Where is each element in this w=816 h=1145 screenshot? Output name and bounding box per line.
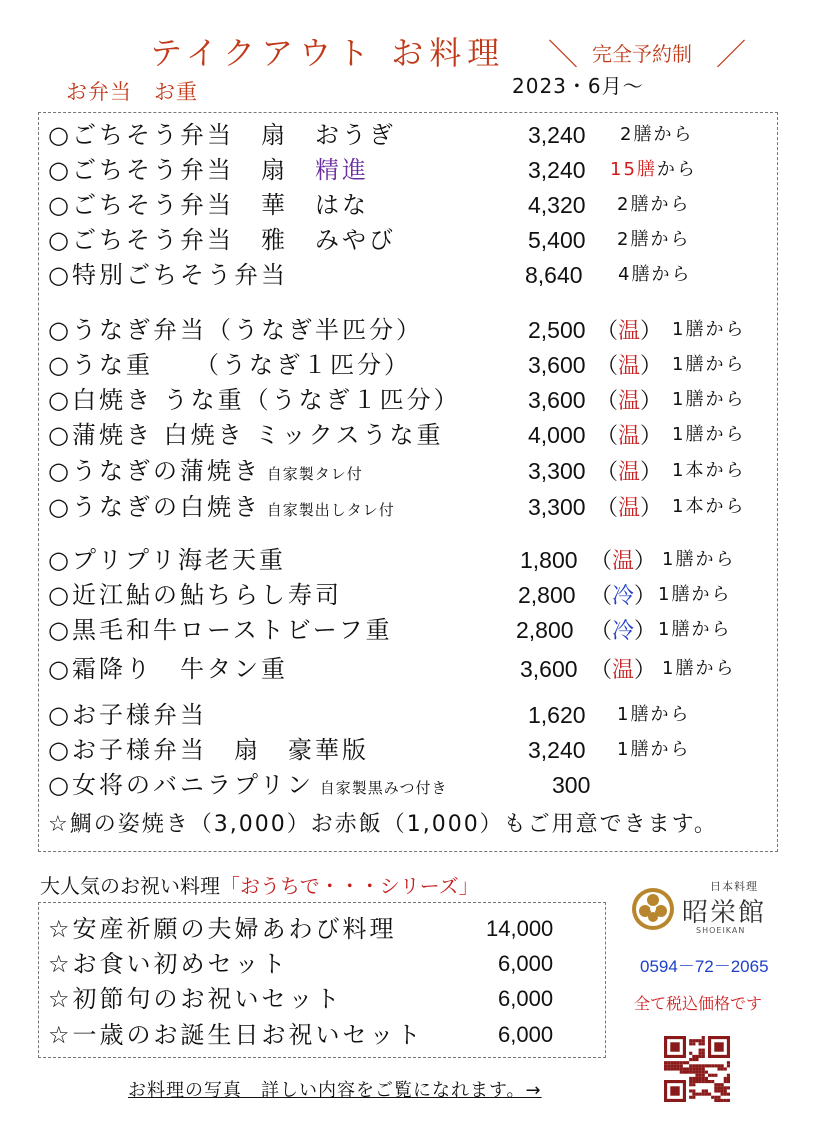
series-item — [48, 982, 343, 1016]
menu-item-minimum — [662, 652, 735, 686]
phone-number[interactable]: 0594－72－2065 — [640, 957, 769, 976]
menu-item-minimum — [662, 543, 735, 577]
menu-item-temperature — [590, 578, 656, 613]
menu-item-minimum — [672, 490, 745, 524]
paren-close: ） — [640, 495, 663, 520]
menu-item — [48, 118, 396, 152]
paren-open: （ — [590, 657, 613, 682]
menu-item-minimum — [617, 188, 690, 222]
slash-left: ＼ — [548, 38, 578, 73]
paren-open: （ — [596, 353, 619, 378]
minimum-accent: 15膳 — [610, 159, 657, 180]
menu-item — [48, 768, 447, 802]
paren-open: （ — [596, 459, 619, 484]
minimum-text: 1膳から — [617, 739, 691, 760]
menu-item-name: ○ごちそう弁当 華 はな — [48, 191, 369, 219]
shop-romaji: SHOEIKAN — [696, 926, 746, 935]
tax-note: 全て税込価格です — [634, 994, 763, 1013]
minimum-text: 4膳から — [618, 264, 692, 285]
minimum-text: 1膳から — [658, 619, 732, 640]
effective-date: 2023・6月～ — [512, 74, 644, 98]
minimum-text: 1本から — [672, 460, 746, 481]
menu-item — [48, 223, 396, 257]
menu-item-price: 2,500 — [528, 317, 586, 343]
menu-item-minimum — [672, 418, 745, 452]
series-item-price: 6,000 — [498, 986, 554, 1011]
series-item — [48, 1018, 424, 1052]
menu-item-price: 3,240 — [528, 122, 586, 148]
minimum-text: 1膳から — [662, 549, 736, 570]
menu-item-temperature — [596, 418, 662, 453]
menu-item-note: 自家製タレ付 — [260, 465, 363, 483]
menu-item-temperature — [596, 383, 662, 418]
section-subtitle: お弁当 お重 — [66, 80, 198, 104]
temperature-mark: 冷 — [612, 583, 635, 608]
menu-item-minimum — [672, 348, 745, 382]
paren-close: ） — [640, 353, 663, 378]
menu-item-name: ○うなぎの白焼き — [48, 493, 261, 521]
paren-close: ） — [634, 583, 657, 608]
menu-item-name: ○白焼き うな重（うなぎ１匹分） — [48, 386, 461, 414]
series-item-name: ☆安産祈願の夫婦あわび料理 — [48, 915, 397, 943]
menu-item — [48, 490, 395, 524]
menu-item — [48, 698, 207, 732]
menu-item — [48, 418, 443, 452]
menu-item-minimum — [618, 258, 691, 292]
temperature-mark: 温 — [618, 388, 641, 413]
page-title: テイクアウト お料理 — [150, 34, 506, 72]
paren-close: ） — [640, 388, 663, 413]
series-item-name: ☆初節句のお祝いセット — [48, 985, 343, 1013]
minimum-text: 1膳から — [672, 424, 746, 445]
menu-item-price: 1,620 — [528, 702, 586, 728]
menu-item-price: 5,400 — [528, 227, 586, 253]
menu-item — [48, 808, 718, 842]
photo-link[interactable]: お料理の写真 詳しい内容をご覧になれます。→ — [128, 1080, 542, 1101]
shop-name: 昭栄館 — [682, 898, 767, 928]
temperature-mark: 温 — [612, 548, 635, 573]
menu-item — [48, 733, 369, 767]
menu-item-name: ○蒲焼き 白焼き ミックスうな重 — [48, 421, 444, 449]
menu-item-price: 2,800 — [516, 617, 574, 643]
menu-item-price: 4,320 — [528, 192, 586, 218]
family-crest-icon — [630, 886, 676, 932]
paren-open: （ — [590, 548, 613, 573]
menu-item-name-accent: 精進 — [314, 156, 369, 184]
paren-close: ） — [634, 657, 657, 682]
menu-item-price: 300 — [552, 772, 591, 798]
temperature-mark: 温 — [618, 423, 641, 448]
temperature-mark: 温 — [618, 353, 641, 378]
minimum-text: 1膳から — [662, 658, 736, 679]
menu-item — [48, 313, 423, 347]
menu-item-price: 3,300 — [528, 458, 586, 484]
series-item-name: ☆一歳のお誕生日お祝いセット — [48, 1021, 424, 1049]
paren-open: （ — [590, 618, 613, 643]
temperature-mark: 温 — [618, 459, 641, 484]
menu-item — [48, 578, 342, 612]
paren-close: ） — [634, 548, 657, 573]
series-item-name: ☆お食い初めセット — [48, 950, 289, 978]
menu-item-price: 2,800 — [518, 582, 576, 608]
paren-open: （ — [596, 388, 619, 413]
menu-item-price: 4,000 — [528, 422, 586, 448]
menu-item-minimum — [672, 383, 745, 417]
menu-item — [48, 153, 369, 187]
menu-item-temperature — [596, 313, 662, 348]
menu-item-minimum — [617, 698, 690, 732]
menu-item-minimum — [620, 118, 693, 152]
menu-item-name: ○近江鮎の鮎ちらし寿司 — [48, 581, 342, 609]
reservation-note: 完全予約制 — [592, 42, 692, 66]
paren-close: ） — [640, 318, 663, 343]
menu-item-temperature — [596, 348, 662, 383]
menu-item-name: ○プリプリ海老天重 — [48, 546, 287, 574]
menu-item-minimum — [610, 153, 697, 187]
series-item — [48, 947, 289, 981]
menu-item-minimum — [672, 313, 745, 347]
menu-item — [48, 188, 369, 222]
menu-item-temperature — [590, 652, 656, 687]
series-item-price: 6,000 — [498, 1022, 554, 1047]
menu-item-price: 3,600 — [528, 387, 586, 413]
menu-item-temperature — [590, 613, 656, 648]
paren-close: ） — [634, 618, 657, 643]
menu-item-name: ○ごちそう弁当 扇 — [48, 156, 315, 184]
shop-logo — [630, 878, 780, 938]
menu-item-price: 3,240 — [528, 737, 586, 763]
series-item — [48, 912, 397, 946]
minimum-text: 1膳から — [617, 704, 691, 725]
menu-item-note: 自家製黒みつ付き — [313, 779, 448, 797]
menu-item-name: ○霜降り 牛タン重 — [48, 655, 288, 683]
minimum-text: 1膳から — [672, 389, 746, 410]
minimum-text: 1膳から — [672, 354, 746, 375]
menu-item — [48, 258, 288, 292]
menu-item-name: ○うな重 （うなぎ１匹分） — [48, 351, 411, 379]
menu-item — [48, 383, 461, 417]
minimum-text: 2膳から — [620, 124, 694, 145]
menu-item-name: ○ごちそう弁当 雅 みやび — [48, 226, 396, 254]
menu-item-price: 3,600 — [528, 352, 586, 378]
minimum-text: から — [656, 159, 697, 180]
menu-item-price: 1,800 — [520, 547, 578, 573]
series-heading — [40, 870, 479, 899]
shop-tagline: 日本料理 — [710, 880, 758, 893]
menu-item — [48, 652, 288, 686]
minimum-text: 1膳から — [658, 584, 732, 605]
minimum-text: 2膳から — [617, 194, 691, 215]
paren-close: ） — [640, 423, 663, 448]
menu-item-minimum — [617, 733, 690, 767]
menu-item-temperature — [596, 490, 662, 525]
menu-item-name: ○ごちそう弁当 扇 おうぎ — [48, 121, 396, 149]
qr-code-icon[interactable] — [664, 1036, 730, 1102]
paren-open: （ — [596, 495, 619, 520]
minimum-text: 1膳から — [672, 319, 746, 340]
series-item-price: 14,000 — [486, 916, 554, 941]
paren-open: （ — [596, 423, 619, 448]
menu-item-price: 3,600 — [520, 656, 578, 682]
menu-item-minimum — [672, 454, 745, 488]
menu-item-name: ○黒毛和牛ローストビーフ重 — [48, 616, 393, 644]
paren-close: ） — [640, 459, 663, 484]
menu-item-minimum — [617, 223, 690, 257]
menu-item — [48, 543, 286, 577]
paren-open: （ — [596, 318, 619, 343]
slash-right: ／ — [716, 38, 746, 73]
menu-item-minimum — [658, 578, 731, 612]
menu-item-price: 8,640 — [525, 262, 583, 288]
menu-item-temperature — [596, 454, 662, 489]
temperature-mark: 温 — [612, 657, 635, 682]
menu-item — [48, 454, 363, 488]
temperature-mark: 温 — [618, 318, 641, 343]
menu-item-minimum — [658, 613, 731, 647]
menu-item-name: ○お子様弁当 — [48, 701, 207, 729]
menu-item-name: ○うなぎ弁当（うなぎ半匹分） — [48, 316, 423, 344]
paren-open: （ — [590, 583, 613, 608]
temperature-mark: 温 — [618, 495, 641, 520]
menu-item-name: ○お子様弁当 扇 豪華版 — [48, 736, 369, 764]
series-heading-accent: 「おうちで・・・シリーズ」 — [220, 874, 479, 898]
minimum-text: 2膳から — [617, 229, 691, 250]
menu-item-price: 3,240 — [528, 157, 586, 183]
menu-item-name: ○うなぎの蒲焼き — [48, 457, 261, 485]
menu-item-name: ○特別ごちそう弁当 — [48, 261, 288, 289]
menu-item-note: 自家製出しタレ付 — [260, 501, 395, 519]
series-heading-label: 大人気のお祝い料理 — [40, 874, 220, 898]
menu-item-name: ☆鯛の姿焼き（3,000）お赤飯（1,000）もご用意できます。 — [48, 812, 718, 837]
menu-item-name: ○女将のバニラプリン — [48, 771, 314, 799]
menu-item — [48, 348, 411, 382]
temperature-mark: 冷 — [612, 618, 635, 643]
series-item-price: 6,000 — [498, 951, 554, 976]
menu-item-temperature — [590, 543, 656, 578]
minimum-text: 1本から — [672, 496, 746, 517]
menu-item-price: 3,300 — [528, 494, 586, 520]
menu-item — [48, 613, 393, 647]
